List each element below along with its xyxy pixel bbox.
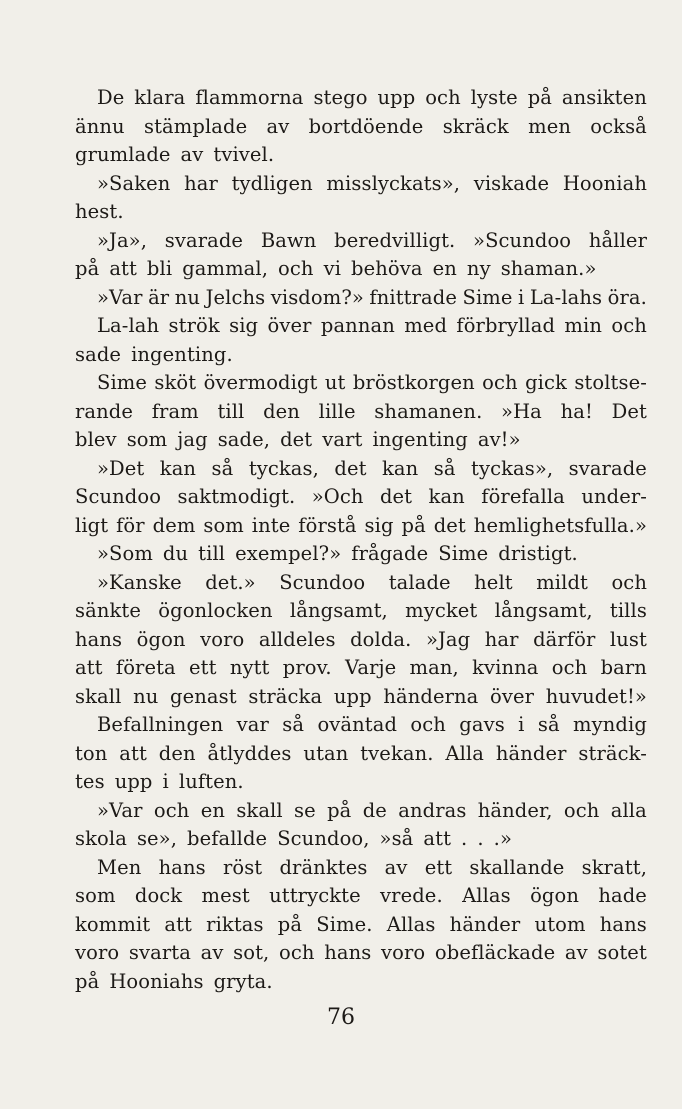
word: Scundoo	[75, 485, 162, 508]
word: att	[75, 656, 103, 679]
word: lille	[318, 399, 356, 423]
word: vrede.	[380, 884, 443, 907]
word: man,	[409, 656, 459, 679]
word: därför	[533, 627, 596, 651]
word: hans	[324, 941, 372, 964]
word: ett	[189, 656, 217, 679]
text-line	[75, 797, 647, 826]
word: en	[432, 257, 457, 280]
word: blev	[75, 428, 117, 451]
word: på	[75, 969, 100, 993]
word: skratt,	[581, 855, 647, 879]
word: alla	[610, 798, 647, 822]
word: beredvilligt.	[334, 228, 456, 252]
text-line	[75, 284, 647, 313]
word: riktas	[206, 912, 264, 936]
word: .»	[493, 827, 512, 850]
word: förbryllad	[456, 314, 556, 337]
text-line	[75, 426, 647, 455]
word: Varje	[344, 656, 397, 679]
word: det	[379, 485, 413, 508]
word: och	[425, 86, 461, 109]
word: håller	[588, 228, 647, 252]
word: den	[263, 399, 300, 423]
text-line	[75, 825, 647, 854]
word: dristigt.	[498, 542, 578, 565]
text-line	[75, 113, 647, 142]
word: tvekan.	[360, 741, 434, 765]
word: bli	[146, 257, 173, 280]
word: »Jag	[425, 627, 471, 651]
word: upp	[333, 684, 372, 708]
word: stämplade	[144, 114, 248, 138]
word: kvinna	[472, 656, 539, 679]
word: bröstkorgen	[352, 371, 475, 394]
word: det	[433, 513, 466, 537]
word: ännu	[75, 114, 125, 138]
word: ton	[75, 741, 108, 765]
text-line	[75, 312, 647, 341]
word: fnittrade	[369, 285, 457, 309]
text-line	[75, 968, 647, 997]
word: befallde	[187, 827, 268, 850]
word: kan	[381, 456, 419, 480]
word: av	[384, 855, 408, 879]
word: och	[278, 257, 314, 280]
word: sig	[229, 314, 259, 337]
word: var	[236, 713, 269, 736]
text-line	[75, 939, 647, 968]
word: ny	[466, 257, 491, 280]
text-line	[75, 141, 647, 170]
text-line	[75, 398, 647, 427]
word: svarade	[164, 228, 244, 252]
word: Sime.	[316, 912, 373, 936]
word: företa	[115, 656, 176, 679]
word: på	[327, 798, 352, 822]
word: sträcka	[248, 684, 323, 708]
word: luften.	[178, 770, 244, 793]
word: sot,	[233, 941, 270, 964]
word: inte	[251, 513, 291, 537]
word: som	[126, 428, 168, 451]
word: på	[527, 86, 552, 109]
word: voro	[200, 627, 245, 651]
word: det.»	[205, 570, 256, 594]
word: lust	[609, 627, 647, 651]
word: »Kanske	[97, 570, 182, 594]
word: visdom?»	[270, 285, 364, 309]
word: upp	[377, 86, 416, 109]
word: under-	[581, 485, 647, 508]
word: över	[490, 684, 535, 708]
word: fram	[151, 399, 199, 423]
word: så	[537, 713, 560, 736]
word: huvudet!»	[545, 684, 647, 708]
word: tvivel.	[213, 143, 275, 166]
word: den	[158, 741, 196, 765]
word: långsamt,	[289, 599, 388, 622]
word: Men	[97, 855, 142, 879]
word: sänkte	[75, 599, 141, 622]
word: gavs	[459, 713, 505, 736]
word: ett	[424, 855, 453, 879]
word: se	[294, 798, 316, 822]
word: skola	[75, 827, 127, 850]
word: och	[278, 941, 315, 964]
body-text	[75, 84, 647, 996]
word: »Scundoo	[473, 228, 572, 252]
word: och	[611, 314, 647, 337]
word: dolda.	[350, 627, 412, 651]
word: att	[423, 827, 452, 850]
word: vart	[322, 428, 363, 451]
word: Scundoo,	[277, 827, 370, 850]
word: händerna	[383, 684, 479, 708]
word: ingenting.	[131, 342, 233, 366]
word: gammal,	[182, 257, 269, 280]
word: Sime	[97, 371, 148, 394]
word: voro	[381, 941, 426, 964]
word: lyste	[470, 86, 518, 109]
word: Sime	[438, 542, 489, 565]
word: kan	[428, 485, 465, 508]
word: så	[433, 456, 456, 480]
word: hemlighetsfulla.»	[473, 513, 647, 537]
text-line	[75, 198, 647, 227]
word: voro	[75, 941, 120, 964]
word: du	[162, 542, 189, 565]
text-line	[75, 569, 647, 598]
word: upp	[114, 770, 153, 793]
word: grumlade	[75, 143, 171, 166]
word: La-lahs	[529, 285, 603, 309]
word: mycket	[405, 599, 478, 622]
page-number: 76	[327, 1005, 355, 1030]
word: och	[551, 656, 588, 679]
text-line	[75, 654, 647, 683]
word: händer	[449, 912, 521, 936]
word: av!»	[477, 428, 521, 451]
word: Allas	[462, 884, 511, 907]
word: »Det	[97, 456, 145, 480]
word: ligt	[75, 513, 109, 537]
text-line	[75, 540, 647, 569]
word: för	[116, 513, 145, 537]
word: en	[200, 798, 226, 822]
word: av	[266, 114, 290, 138]
word: har	[484, 627, 519, 651]
word: kommit	[75, 912, 151, 936]
word: tills	[609, 599, 647, 622]
word: stego	[313, 86, 368, 109]
word: med	[404, 314, 448, 337]
word: myndig	[573, 713, 647, 736]
word: Scundoo	[279, 570, 366, 594]
word: öra.	[607, 285, 647, 309]
word: på	[75, 257, 100, 280]
word: sträck-	[578, 741, 647, 765]
word: i	[518, 713, 525, 736]
word: händer,	[477, 798, 553, 822]
word: hans	[75, 627, 123, 651]
word: »Som	[97, 542, 153, 565]
word: Bawn	[260, 228, 317, 252]
word: utom	[534, 912, 586, 936]
text-line	[75, 882, 647, 911]
word: »så	[379, 827, 414, 850]
word: se»,	[136, 827, 178, 850]
word: prov.	[282, 656, 332, 679]
word: flammorna	[195, 86, 304, 109]
word: och	[482, 371, 518, 394]
word: sotet	[597, 941, 647, 964]
word: också	[590, 114, 647, 138]
word: ögonlocken	[158, 599, 273, 622]
word: tydligen	[231, 171, 313, 195]
word: på	[277, 912, 303, 936]
word: till	[217, 399, 245, 423]
word: Alla	[445, 741, 484, 765]
word: »Ja»,	[97, 228, 148, 252]
word: »Och	[311, 485, 364, 508]
word: dock	[134, 884, 183, 907]
word: svarade	[568, 456, 647, 480]
word: nu	[133, 684, 159, 708]
text-line	[75, 170, 647, 199]
text-line	[75, 369, 647, 398]
word: exempel?»	[235, 542, 342, 565]
word: La-lah	[97, 314, 160, 337]
word: ögon	[530, 884, 579, 907]
word: hans	[158, 855, 206, 879]
word: och	[611, 570, 647, 594]
word: i	[518, 285, 525, 309]
word: på	[401, 513, 426, 537]
word: i	[162, 770, 169, 793]
word: av	[180, 143, 204, 166]
word: De	[97, 86, 125, 109]
word: andras	[398, 798, 467, 822]
word: röst	[222, 855, 263, 879]
word: behöva	[351, 257, 423, 280]
word: »Var	[97, 285, 143, 309]
word: det	[334, 456, 367, 480]
text-line	[75, 84, 647, 113]
text-line	[75, 255, 647, 284]
word: sade	[75, 342, 122, 366]
word: alldeles	[258, 627, 336, 651]
word: saktmodigt.	[177, 485, 296, 508]
word: att	[109, 257, 137, 280]
word: att	[119, 741, 147, 765]
word: dränktes	[279, 855, 368, 879]
word: Jelchs	[205, 285, 266, 309]
word: mest	[201, 884, 250, 907]
word: ha!	[560, 399, 593, 423]
word: sig	[364, 513, 394, 537]
word: att	[164, 912, 192, 936]
word: jag	[177, 428, 208, 451]
word: Hooniah	[562, 171, 647, 195]
text-line	[75, 683, 647, 712]
text-line	[75, 455, 647, 484]
word: förefalla	[481, 485, 565, 508]
word: svarta	[128, 941, 191, 964]
word: ut	[324, 371, 346, 394]
word: nu	[174, 285, 201, 309]
word: Det	[611, 399, 647, 423]
word: strök	[168, 314, 220, 337]
text-line	[75, 911, 647, 940]
word: har	[184, 171, 218, 195]
word: barn	[600, 656, 647, 679]
text-line	[75, 512, 647, 541]
word: tyckas,	[248, 456, 319, 480]
word: och	[153, 798, 190, 822]
word: shamanen.	[374, 399, 483, 423]
word: shaman.»	[500, 257, 597, 280]
text-line	[75, 711, 647, 740]
text-line	[75, 597, 647, 626]
word: rande	[75, 399, 134, 423]
word: skall	[236, 798, 283, 822]
book-page	[75, 84, 647, 996]
word: oväntad	[317, 713, 398, 736]
word: genast	[170, 684, 237, 708]
word: viskade	[473, 171, 550, 195]
word: till	[198, 542, 226, 565]
word: av	[564, 941, 588, 964]
word: som	[75, 884, 116, 907]
word: övermodigt	[203, 371, 318, 394]
word: stoltse-	[574, 371, 647, 394]
word: tes	[75, 770, 105, 793]
word: men	[528, 114, 571, 138]
word: uttryckte	[269, 884, 361, 907]
word: tyckas»,	[471, 456, 554, 480]
word: bortdöende	[308, 114, 424, 138]
word: Befallningen	[97, 713, 224, 736]
word: så	[211, 456, 234, 480]
word: dem	[152, 513, 196, 537]
word: talade	[388, 570, 451, 594]
word: är	[148, 285, 170, 309]
word: pannan	[320, 314, 395, 337]
word: ögon	[136, 627, 186, 651]
word: ansikten	[561, 86, 647, 109]
word: skräck	[442, 114, 509, 138]
word: gryta.	[213, 969, 273, 993]
word: sköt	[154, 371, 197, 394]
word: klara	[134, 86, 186, 109]
word: vi	[323, 257, 342, 280]
word: hans	[599, 912, 647, 936]
word: händer	[495, 741, 567, 765]
word: Sime	[462, 285, 513, 309]
word: Hooniahs	[109, 969, 204, 993]
word: åtlyddes	[207, 741, 292, 765]
word: gick	[525, 371, 567, 394]
word: obefläckade	[434, 941, 556, 964]
text-line	[75, 626, 647, 655]
word: sade,	[217, 428, 271, 451]
text-line	[75, 854, 647, 883]
word: förstå	[298, 513, 357, 537]
word: .	[477, 827, 484, 850]
word: min	[564, 314, 603, 337]
word: de	[362, 798, 387, 822]
word: hest.	[75, 200, 124, 223]
word: som	[203, 513, 244, 537]
text-line	[75, 483, 647, 512]
word: skall	[75, 684, 122, 708]
word: kan	[159, 456, 197, 480]
word: helt	[474, 570, 513, 594]
word: .	[461, 827, 468, 850]
word: och	[410, 713, 446, 736]
word: av	[200, 941, 224, 964]
word: »Saken	[97, 171, 171, 195]
word: nytt	[229, 656, 270, 679]
word: mildt	[536, 570, 588, 594]
word: frågade	[351, 542, 429, 565]
word: »Ha	[501, 399, 542, 423]
text-line	[75, 341, 647, 370]
word: misslyckats»,	[326, 171, 461, 195]
word: Allas	[386, 912, 436, 936]
text-line	[75, 740, 647, 769]
word: långsamt,	[494, 599, 593, 622]
word: »Var	[97, 798, 143, 822]
text-line	[75, 227, 647, 256]
word: så	[282, 713, 305, 736]
word: hade	[598, 884, 647, 907]
word: ingenting	[372, 428, 468, 451]
text-line	[75, 768, 647, 797]
word: det	[280, 428, 313, 451]
word: skallande	[469, 855, 565, 879]
word: och	[563, 798, 600, 822]
word: över	[267, 314, 312, 337]
word: utan	[303, 741, 349, 765]
